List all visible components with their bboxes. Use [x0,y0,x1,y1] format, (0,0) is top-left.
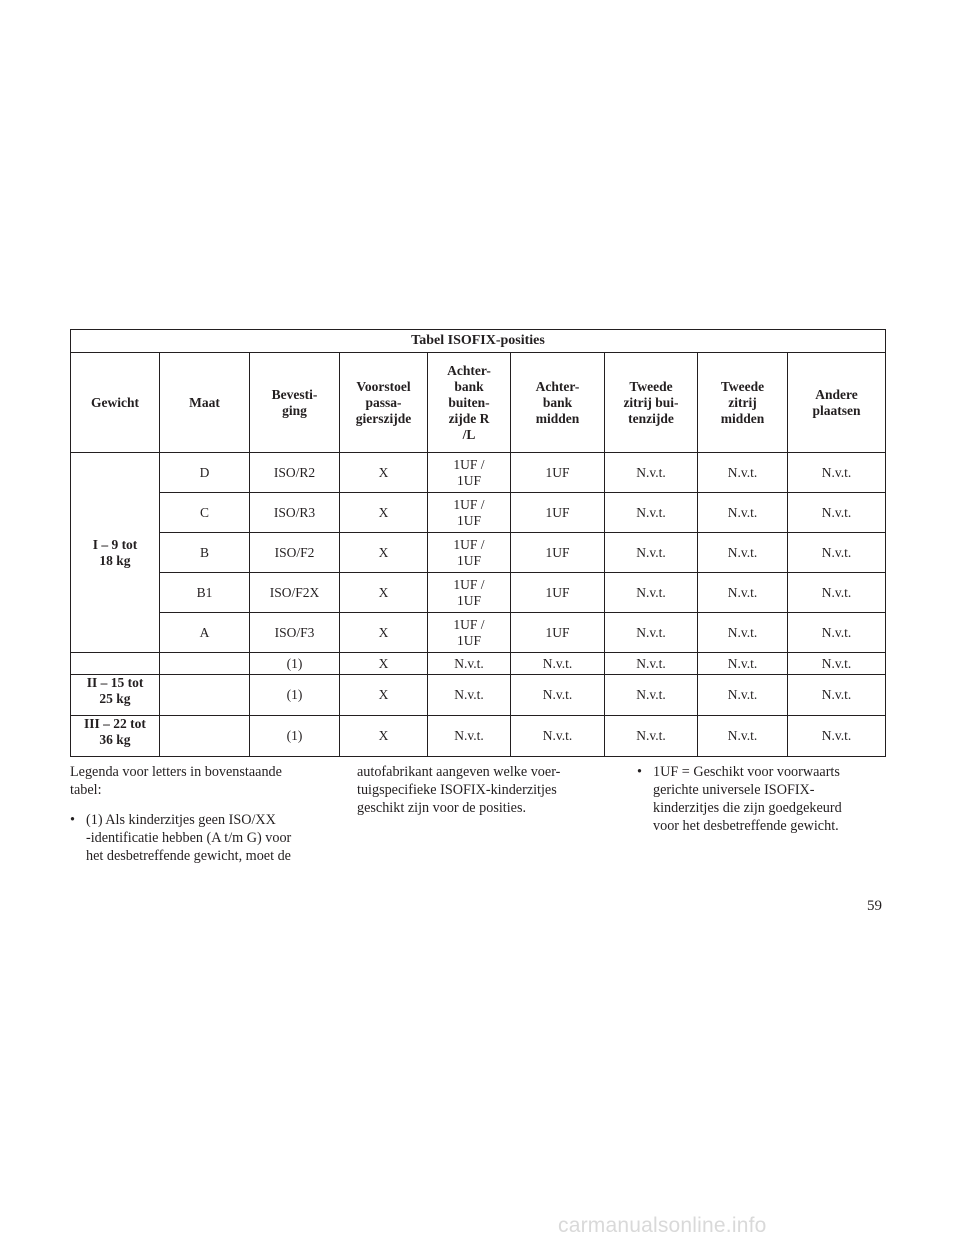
table-cell: 1UF [511,493,605,533]
table-cell: (1) [250,653,340,675]
table-cell: (1) [250,716,340,757]
legend-column-2 [357,763,607,817]
column-header: Tweede zitrij bui- tenzijde [605,353,698,453]
table-cell: 1UF / 1UF [428,573,511,613]
column-header: Bevesti- ging [250,353,340,453]
table-cell: ISO/F2X [250,573,340,613]
table-cell: N.v.t. [428,675,511,716]
table-cell: X [340,675,428,716]
table-row [71,653,886,675]
table-cell: N.v.t. [605,493,698,533]
table-cell: N.v.t. [605,675,698,716]
table-cell: (1) [250,675,340,716]
table-cell: N.v.t. [698,716,788,757]
table-title: Tabel ISOFIX-posities [71,330,886,353]
table-cell: N.v.t. [511,675,605,716]
legend-column-3 [637,763,885,835]
table-cell: N.v.t. [605,653,698,675]
isofix-table [70,329,886,757]
table-cell: 1UF [511,453,605,493]
table-cell: ISO/F2 [250,533,340,573]
table-row [71,675,886,716]
table-cell: 1UF / 1UF [428,533,511,573]
table-cell: 1UF / 1UF [428,493,511,533]
table-cell: N.v.t. [511,716,605,757]
legend-note-1-continued: autofabrikant aangeven welke voer- tuigspecifieke ISOFIX-kinderzitjes geschikt zijn voor de posities. [357,764,561,816]
table-cell: N.v.t. [605,613,698,653]
table-cell: B [160,533,250,573]
table-cell: N.v.t. [698,613,788,653]
weight-cell: II – 15 tot 25 kg [71,675,160,716]
table-cell [160,716,250,757]
table-cell: X [340,653,428,675]
table-row [71,716,886,757]
table-cell: 1UF [511,573,605,613]
table-cell: X [340,493,428,533]
page-number: 59 [867,898,882,914]
table-cell [160,653,250,675]
legend-note-2: • 1UF = Geschikt voor voorwaarts gerichte universele ISOFIX- kinderzitjes die zijn goedgekeurd voor het desbetreffende gewicht. [637,764,842,834]
table-cell: N.v.t. [788,493,886,533]
column-header: Maat [160,353,250,453]
table-cell: N.v.t. [698,453,788,493]
table-cell: N.v.t. [788,653,886,675]
table-cell: ISO/R2 [250,453,340,493]
table-cell: X [340,453,428,493]
table-cell: ISO/R3 [250,493,340,533]
table-cell: N.v.t. [428,653,511,675]
table-row [71,573,886,613]
table-cell: N.v.t. [788,716,886,757]
bullet-icon: • [70,812,75,828]
table-cell: N.v.t. [788,453,886,493]
table-cell: N.v.t. [605,573,698,613]
table-cell: N.v.t. [788,675,886,716]
table-row [71,493,886,533]
table-cell: N.v.t. [788,533,886,573]
bullet-icon: • [637,764,642,780]
column-header: Andere plaatsen [788,353,886,453]
table-cell: X [340,613,428,653]
table-cell: N.v.t. [788,613,886,653]
table-cell: C [160,493,250,533]
table-cell: N.v.t. [511,653,605,675]
legend-column-1 [70,763,320,865]
table-cell: N.v.t. [788,573,886,613]
table-row [71,533,886,573]
table-cell: N.v.t. [698,493,788,533]
weight-cell [71,653,160,675]
table-cell: N.v.t. [605,716,698,757]
column-header: Voorstoel passa- gierszijde [340,353,428,453]
legend-note-1: • (1) Als kinderzitjes geen ISO/XX -identificatie hebben (A t/m G) voor het desbetreffende gewicht, moet de [70,812,292,864]
table-cell: B1 [160,573,250,613]
table-cell: 1UF / 1UF [428,453,511,493]
column-header: Tweede zitrij midden [698,353,788,453]
table-cell: X [340,533,428,573]
weight-cell: III – 22 tot 36 kg [71,716,160,757]
table-cell: 1UF [511,533,605,573]
table-cell: 1UF [511,613,605,653]
table-cell [160,675,250,716]
table-header-row [71,353,886,453]
column-header: Gewicht [71,353,160,453]
table-cell: N.v.t. [698,675,788,716]
table-cell: D [160,453,250,493]
table-cell: N.v.t. [698,533,788,573]
table-cell: N.v.t. [698,573,788,613]
table-cell: N.v.t. [428,716,511,757]
table-row [71,613,886,653]
table-cell: ISO/F3 [250,613,340,653]
table-cell: X [340,573,428,613]
weight-cell: I – 9 tot 18 kg [71,453,160,653]
watermark: carmanualsonline.info [558,1214,767,1237]
table-cell: N.v.t. [605,533,698,573]
column-header: Achter- bank midden [511,353,605,453]
column-header: Achter- bank buiten- zijde R /L [428,353,511,453]
legend-intro: Legenda voor letters in bovenstaande tabel: [70,764,282,798]
table-cell: 1UF / 1UF [428,613,511,653]
table-row [71,453,886,493]
table-cell: A [160,613,250,653]
table-cell: X [340,716,428,757]
table-cell: N.v.t. [698,653,788,675]
table-cell: N.v.t. [605,453,698,493]
